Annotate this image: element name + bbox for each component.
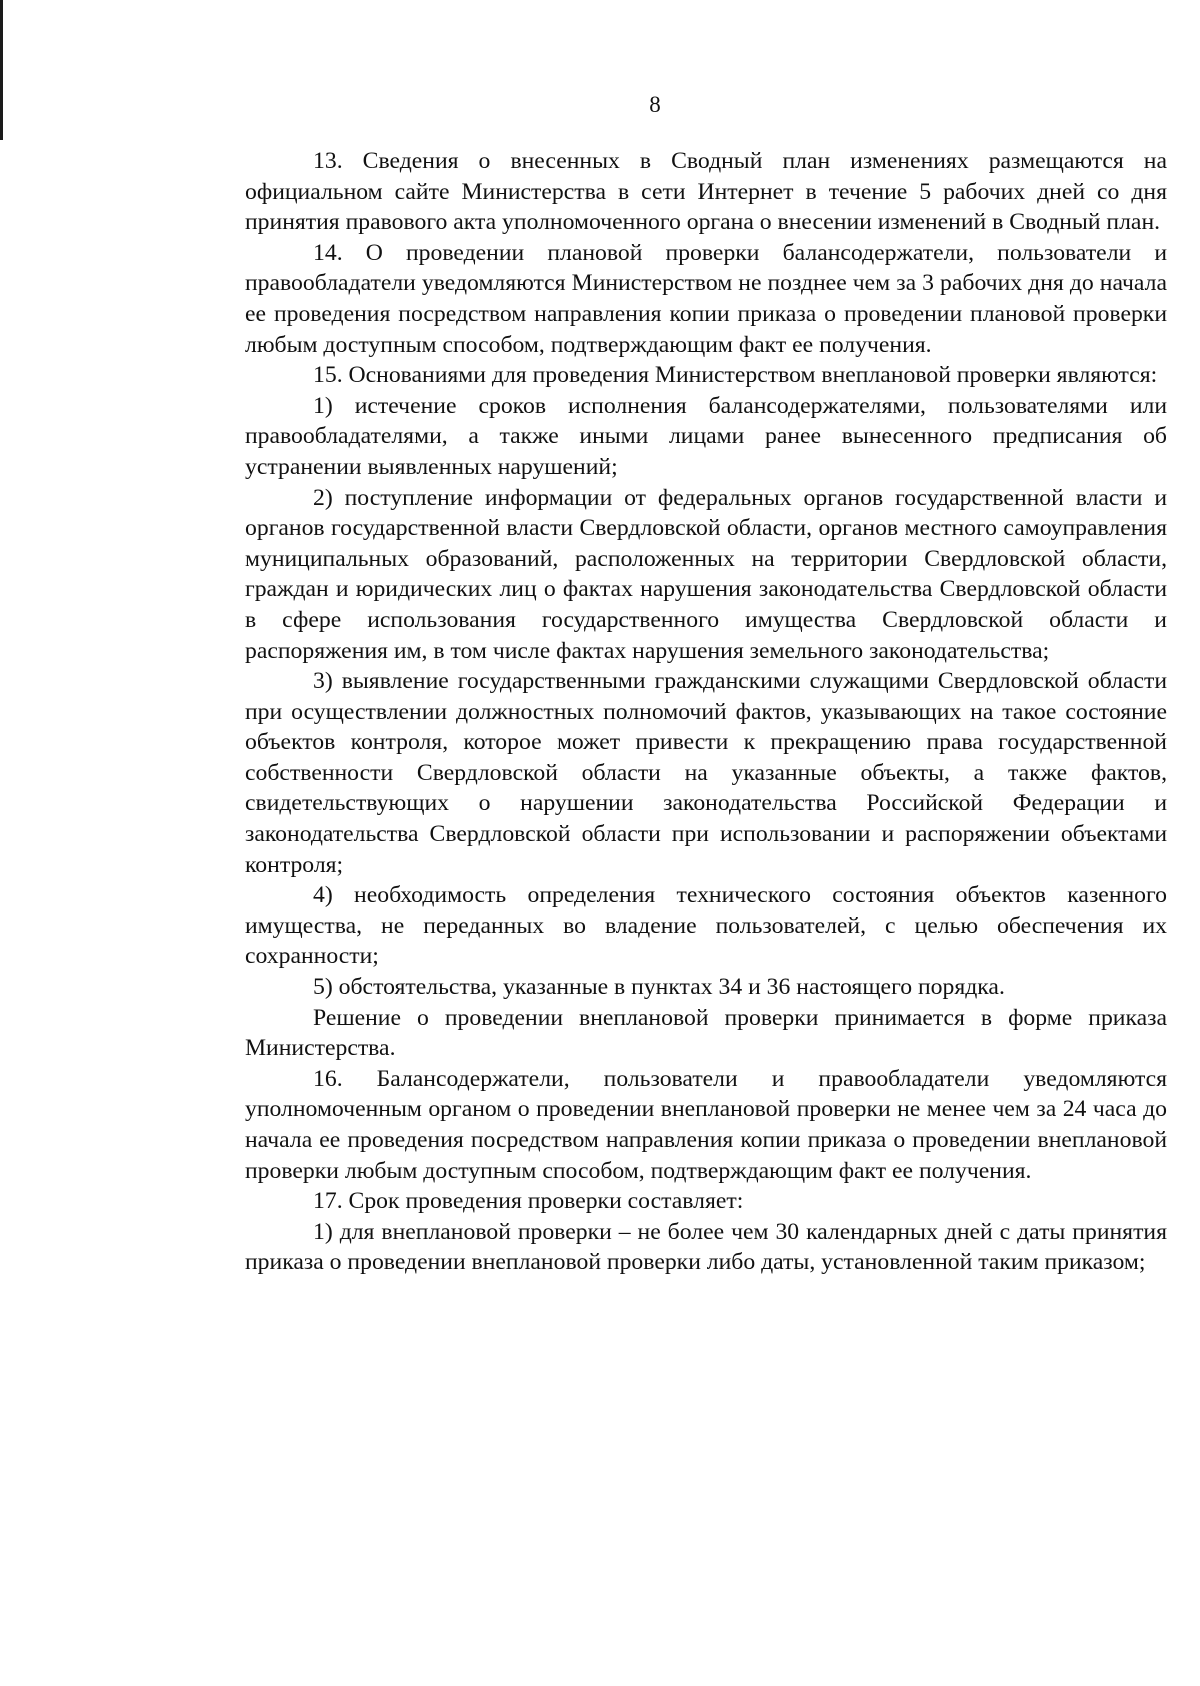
document-body	[245, 146, 1167, 1278]
paragraph-13: 13. Сведения о внесенных в Сводный план изменениях размещаются на официальном сайте Министерства в сети Интернет в течение 5 рабочих дней со дня принятия правового акта уполномоченного органа о внесении изменений в Сводный план.	[245, 148, 1167, 236]
paragraph-15-item-5: 5) обстоятельства, указанные в пунктах 34 и 36 настоящего порядка.	[313, 974, 1005, 1001]
paragraph-15-item-2: 2) поступление информации от федеральных органов государственной власти и органов государственной власти Свердловской области, органов местного самоуправления муниципальных образований, расположенных на территории Свердловской области, граждан и юридических лиц о фактах нарушения законодательства Свердловской области в сфере использования государственного имущества Свердловской области и распоряжения им, в том числе фактах нарушения земельного законодательства;	[245, 484, 1167, 664]
page-number: 8	[649, 92, 661, 117]
paragraph-17: 17. Срок проведения проверки составляет:	[313, 1188, 744, 1215]
paragraph-17-item-1: 1) для внеплановой проверки – не более чем 30 календарных дней с даты принятия приказа о проведении внеплановой проверки либо даты, установленной таким приказом;	[245, 1218, 1167, 1276]
paragraph-15-item-4: 4) необходимость определения технического состояния объектов казенного имущества, не переданных во владение пользователей, с целью обеспечения их сохранности;	[245, 882, 1167, 970]
paragraph-14: 14. О проведении плановой проверки балансодержатели, пользователи и правообладатели уведомляются Министерством не позднее чем за 3 рабочих дня до начала ее проведения посредством направления копии приказа о проведении плановой проверки любым доступным способом, подтверждающим факт ее получения.	[245, 239, 1167, 358]
paragraph-15-decision: Решение о проведении внеплановой проверки принимается в форме приказа Министерства.	[245, 1004, 1167, 1062]
paragraph-15-item-1: 1) истечение сроков исполнения балансодержателями, пользователями или правообладателями, а также иными лицами ранее вынесенного предписания об устранении выявленных нарушений;	[245, 392, 1167, 480]
paragraph-16: 16. Балансодержатели, пользователи и правообладатели уведомляются уполномоченным органом о проведении внеплановой проверки не менее чем за 24 часа до начала ее проведения посредством направления копии приказа о проведении внеплановой проверки любым доступным способом, подтверждающим факт ее получения.	[245, 1065, 1167, 1184]
paragraph-15: 15. Основаниями для проведения Министерством внеплановой проверки являются:	[313, 362, 1158, 389]
paragraph-15-item-3: 3) выявление государственными гражданскими служащими Свердловской области при осуществлении должностных полномочий фактов, указывающих на такое состояние объектов контроля, которое может привести к прекращению права государственной собственности Свердловской области на указанные объекты, а также фактов, свидетельствующих о нарушении законодательства Российской Федерации и законодательства Свердловской области при использовании и распоряжении объектами контроля;	[245, 668, 1167, 878]
